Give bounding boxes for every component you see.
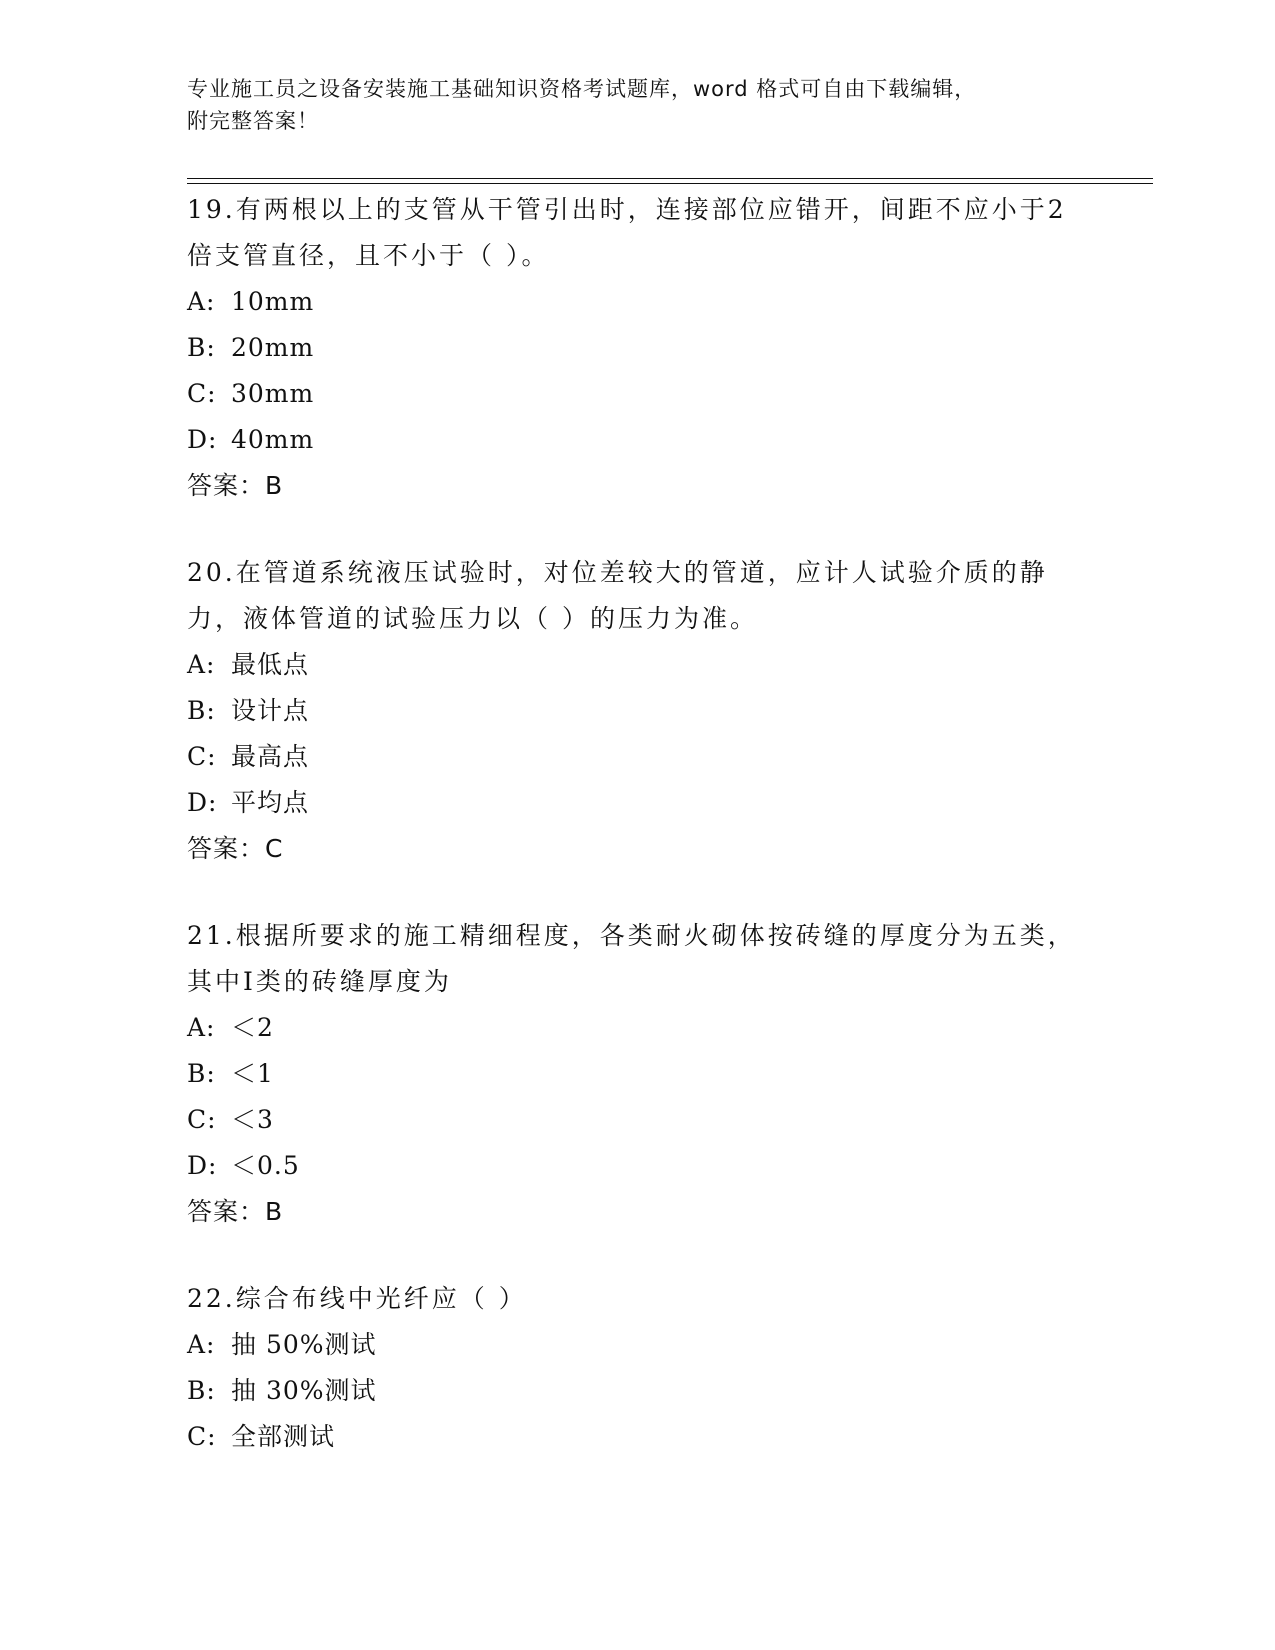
document-header (187, 73, 1067, 137)
option-text: 20mm (231, 333, 315, 362)
option-text: 设计点 (231, 696, 310, 725)
option-c (187, 371, 1087, 417)
question-text: 20.在管道系统液压试验时，对位差较大的管道，应计人试验介质的静力，液体管道的试验压力以（ ）的压力为准。 (187, 558, 1048, 633)
option-text: 全部测试 (231, 1422, 336, 1451)
option-b (187, 1368, 1087, 1414)
option-text: 最高点 (231, 742, 310, 771)
option-letter: B: (187, 696, 216, 725)
option-text: ＜1 (231, 1059, 274, 1088)
question-22 (187, 1276, 1087, 1460)
option-text: 最低点 (231, 650, 310, 679)
option-c (187, 1097, 1087, 1143)
option-text: ＜2 (231, 1013, 274, 1042)
header-divider-top (187, 178, 1153, 179)
option-letter: A: (187, 650, 216, 679)
option-letter: B: (187, 1059, 216, 1088)
option-b (187, 1051, 1087, 1097)
option-letter: A: (187, 287, 216, 316)
question-21 (187, 913, 1087, 1235)
option-text: 40mm (231, 425, 315, 454)
option-letter: C: (187, 1422, 217, 1451)
option-a (187, 1005, 1087, 1051)
option-letter: B: (187, 1376, 216, 1405)
option-a (187, 279, 1087, 325)
option-text: 平均点 (231, 788, 310, 817)
question-text: 21.根据所要求的施工精细程度，各类耐火砌体按砖缝的厚度分为五类，其中Ⅰ类的砖缝厚度为 (187, 921, 1076, 996)
question-20 (187, 550, 1087, 872)
question-text: 22.综合布线中光纤应（ ） (187, 1284, 527, 1313)
option-letter: D: (187, 425, 218, 454)
question-text: 19.有两根以上的支管从干管引出时，连接部位应错开，间距不应小于2倍支管直径，且不小于（ ）。 (187, 195, 1067, 270)
header-divider-bottom (187, 183, 1153, 184)
option-letter: C: (187, 742, 217, 771)
option-c (187, 1414, 1087, 1460)
option-b (187, 325, 1087, 371)
option-text: ＜3 (231, 1105, 274, 1134)
header-line-1: 专业施工员之设备安装施工基础知识资格考试题库，word 格式可自由下载编辑， (187, 77, 977, 101)
option-letter: B: (187, 333, 216, 362)
option-letter: D: (187, 788, 218, 817)
option-b (187, 688, 1087, 734)
option-d (187, 780, 1087, 826)
option-a (187, 642, 1087, 688)
answer: 答案：C (187, 834, 284, 863)
option-letter: C: (187, 379, 217, 408)
option-text: 30mm (231, 379, 315, 408)
question-19 (187, 187, 1087, 509)
option-letter: A: (187, 1013, 216, 1042)
answer: 答案：B (187, 471, 284, 500)
option-d (187, 1143, 1087, 1189)
option-letter: D: (187, 1151, 218, 1180)
option-text: 抽 50%测试 (231, 1330, 377, 1359)
option-text: ＜0.5 (231, 1151, 300, 1180)
option-d (187, 417, 1087, 463)
option-letter: A: (187, 1330, 216, 1359)
header-line-2: 附完整答案！ (187, 109, 319, 133)
option-letter: C: (187, 1105, 217, 1134)
option-a (187, 1322, 1087, 1368)
option-c (187, 734, 1087, 780)
answer: 答案：B (187, 1197, 284, 1226)
option-text: 10mm (231, 287, 315, 316)
option-text: 抽 30%测试 (231, 1376, 377, 1405)
